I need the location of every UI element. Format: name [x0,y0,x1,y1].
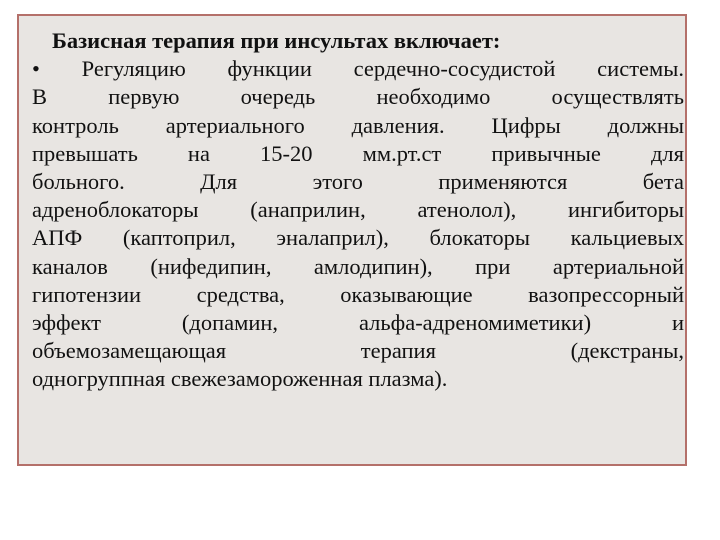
body-line: гипотензии средства, оказывающие вазопрессорный [32,281,684,307]
body-line: превышать на 15-20 мм.рт.ст привычные для [32,140,684,166]
body-line: адреноблокаторы (анаприлин, атенолол), ингибиторы [32,197,684,223]
body-line: • Регуляцию функции сердечно-сосудистой системы. [32,56,684,82]
body-line: каналов (нифедипин, амлодипин), при артериальной [32,253,684,279]
body-line: объемозамещающая терапия (декстраны, [32,338,684,364]
body-line: В первую очередь необходимо осуществлять [32,84,684,110]
body-line: эффект (допамин, альфа-адреномиметики) и [32,310,684,336]
body-line: одногруппная свежезамороженная плазма). [32,366,448,392]
body-line: больного. Для этого применяются бета [32,169,684,195]
slide-content-box [17,14,687,466]
body-line: контроль артериального давления. Цифры должны [32,112,684,138]
slide-text-block [32,27,684,394]
body-line: АПФ (каптоприл, эналаприл), блокаторы кальциевых [32,225,684,251]
slide-heading: Базисная терапия при инсультах включает: [52,28,501,53]
